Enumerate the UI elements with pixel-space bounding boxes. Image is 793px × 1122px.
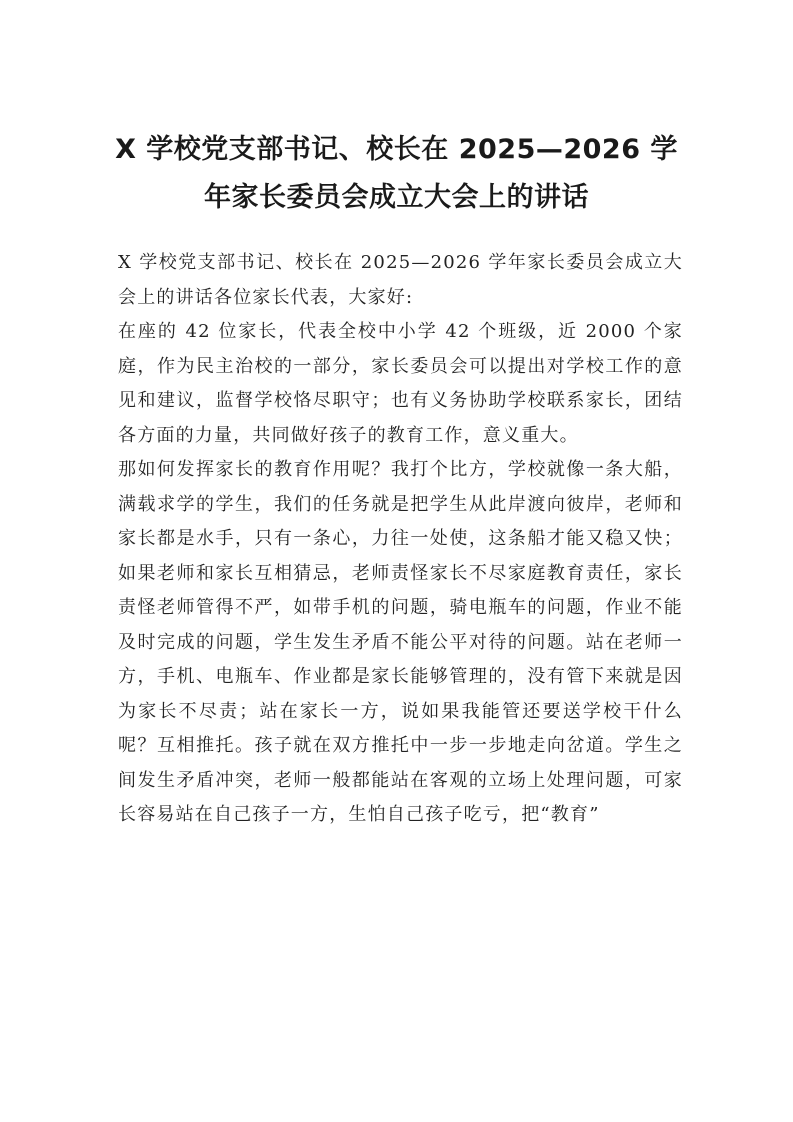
paragraph-metaphor: 那如何发挥家长的教育作用呢？我打个比方，学校就像一条大船，满载求学的学生，我们的任务就是把学生从此岸渡向彼岸，老师和家长都是水手，只有一条心，力往一处使，这条船才能又稳又快；如果老师和家长互相猜忌，老师责怪家长不尽家庭教育责任，家长责怪老师管得不严，如带手机的问题，骑电瓶车的问题，作业不能及时完成的问题，学生发生矛盾不能公平对待的问题。站在老师一方，手机、电瓶车、作业都是家长能够管理的，没有管下来就是因为家长不尽责；站在家长一方，说如果我能管还要送学校干什么呢？互相推托。孩子就在双方推托中一步一步地走向岔道。学生之间发生矛盾冲突，老师一般都能站在客观的立场上处理问题，可家长容易站在自己孩子一方，生怕自己孩子吃亏，把“教育” xyxy=(118,459,683,825)
paragraph-opening: X 学校党支部书记、校长在 2025—2026 学年家长委员会成立大会上的讲话各位家长代表，大家好: xyxy=(118,252,683,308)
title-line-2: 年家长委员会成立大会上的讲话 xyxy=(204,182,589,213)
document-title xyxy=(100,126,693,222)
document-body xyxy=(118,246,683,833)
title-line-1: X 学校党支部书记、校长在 2025—2026 学 xyxy=(115,134,678,165)
paragraph-committee: 在座的 42 位家长，代表全校中小学 42 个班级，近 2000 个家庭，作为民主治校的一部分，家长委员会可以提出对学校工作的意见和建议，监督学校恪尽职守；也有义务协助学校联系家长，团结各方面的力量，共同做好孩子的教育工作，意义重大。 xyxy=(118,321,683,446)
